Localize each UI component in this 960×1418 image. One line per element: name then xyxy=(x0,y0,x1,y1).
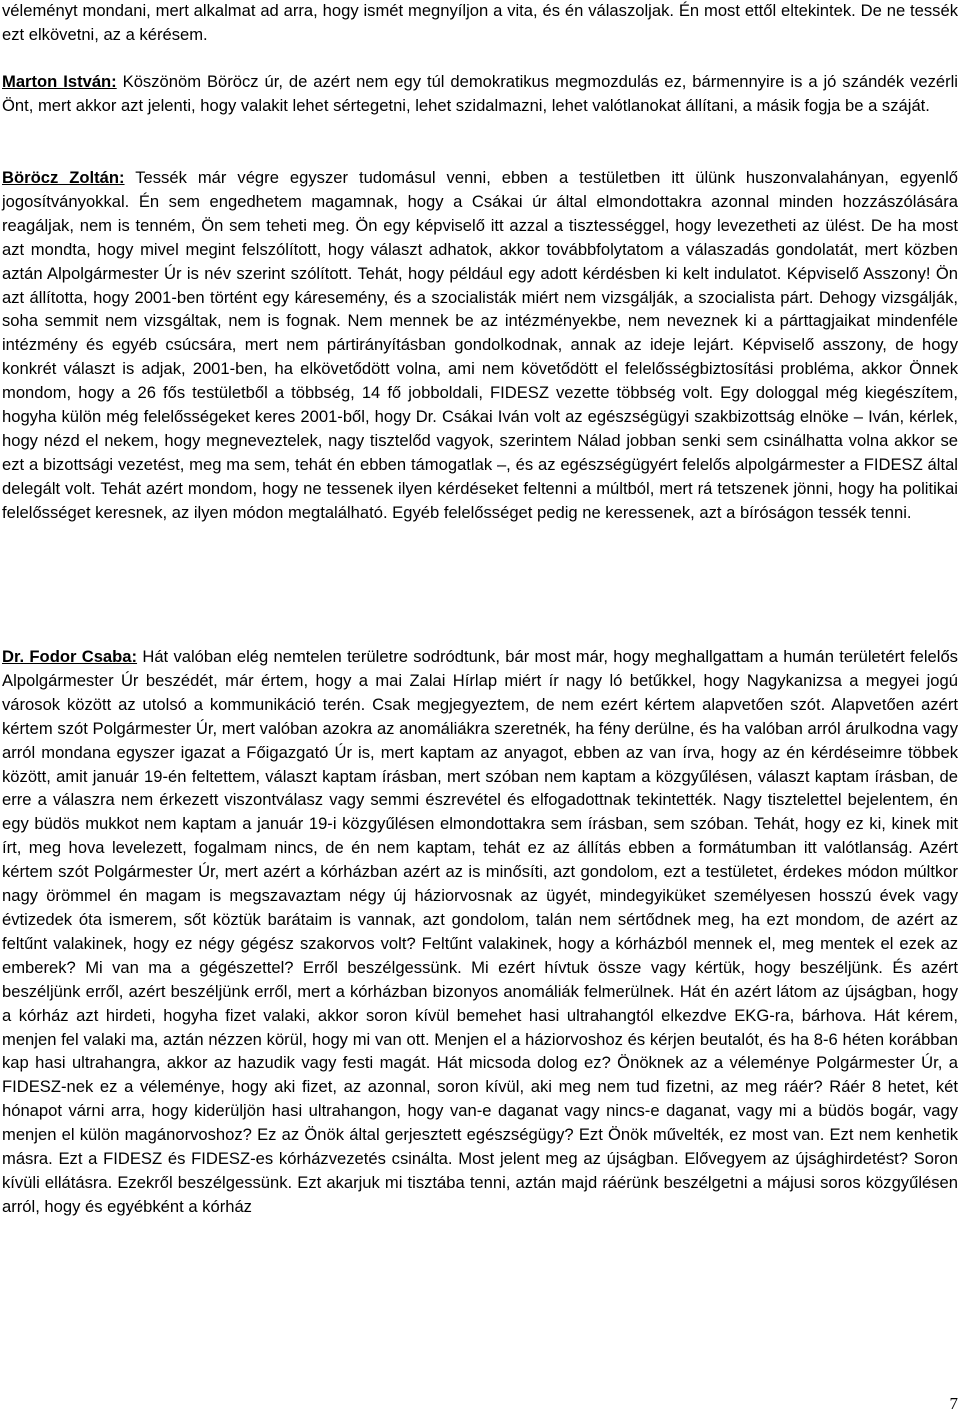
paragraph-text: Tessék már végre egyszer tudomásul venni, ebben a testületben itt ülünk huszonvalahányan, egyenlő jogosítványokkal. Én sem engedhetem magamnak, hogy a Csákai úr által elmondottakra azonnal minden hozzászólására reagáljak, nem is tenném, Ön sem teheti meg. Ön egy képviselő itt azzal a tisztességgel, hogy levezetheti az ülést. De ha most azt mondta, hogy mivel megint felszólított, hogy választ adhatok, akkor továbbfolytatom a válaszadás gondolatát, mert közben aztán Alpolgármester Úr is név szerint szólított. Tehát, hogy például egy adott kérdésben ki kelt indulatot. Képviselő Asszony! Ön azt állította, hogy 2001-ben történt egy káresemény, és a szocialisták miért nem vizsgálják, a szocialista párt. Dehogy vizsgálják, soha semmit nem vizsgáltak, nem is fognak. Nem mennek be az intézményekbe, nem neveznek ki a párttagjaikat mindenféle intézmény és egyéb csúcsára, mert nem pártirányításban gondolkodnak, annak az ideje lejárt. Képviselő asszony, de hogy konkrét választ is adjak, 2001-ben, ha elkövetődött volna, ami nem követődött el felelősségbiztosítási probléma, akkor Önnek mondom, hogy a 26 fős testületből a többség, 14 fő jobboldali, FIDESZ vezette többség volt. Egy dologgal még kiegészítem, hogyha külön még felelősségeket keres 2001-ből, hogy Dr. Csákai Iván volt az egészségügyi szakbizottság elnöke – Iván, kérlek, hogy nézd el nekem, hogy megneveztelek, nagy tisztelőd vagyok, szerintem Nálad jobban senki sem csinálhatta volna akkor se ezt a bizottsági vezetést, meg ma sem, tehát én ebben támogatlak –, és az egészségügyért felelős alpolgármester a FIDESZ által delegált volt. Tehát azért mondom, hogy ne tessenek ilyen kérdéseket feltenni a múltból, mert rá tetszenek jönni, hogy ha politikai felelősséget keresnek, az ilyen módon megtalálható. Egyéb felelősséget pedig ne keressenek, azt a bíróságon tessék tenni. xyxy=(2,168,958,522)
paragraph-text: Hát valóban elég nemtelen területre sodródtunk, bár most már, hogy meghallgattam a humán területért felelős Alpolgármester Úr beszédét, már értem, hogy a mai Zalai Hírlap miért ír nagy ló betűkkel, hogy Nagykanizsa a megyei jogú városok között az utolsó a kommunikáció terén. Csak megjegyeztem, de nem ezért kértem alapvetően szót. Alapvetően azért kértem szót Polgármester Úr, mert valóban azokra az anomáliákra szeretnék, ha fény derülne, és ha valóban arról árulkodna vagy arról mondana egyszer igazat a Főigazgató Úr is, mert kaptam az anyagot, ebben az van írva, hogy az én kérdéseimre többek között, amit január 19-én feltettem, választ kaptam írásban, mert szóban nem kaptam a közgyűlésen, választ kaptam írásban, de erre a válaszra nem érkezett viszontválasz vagy semmi észrevétel és elfogadottnak tekintették. Nagy tisztelettel bejelentem, én egy büdös mukkot nem kaptam a január 19-i közgyűlésen elmondottakra sem írásban, sem szóban. Tehát, hogy ez ki, kinek mit írt, meg hova levelezett, fogalmam nincs, de én nem kaptam, tehát ez az állítás ebben a formátumban itt valótlanság. Azért kértem szót Polgármester Úr, mert azért a kórházban azért az is minősíti, azt gondolom, ezt a testületet, érdekes módon múltkor nagy örömmel én magam is megszavaztam négy új háziorvosnak az ügyét, mindegyiküket személyesen hosszú évek vagy évtizedek óta ismerem, sőt köztük barátaim is vannak, azt gondolom, talán nem sértődnek meg, ha ezt mondom, de azért az feltűnt valakinek, hogy ez négy gégész szakorvos volt? Feltűnt valakinek, hogy a kórházból mennek el, meg mentek el ezek az emberek? Mi van ma a gégészettel? Erről beszélgessünk. Mi ezért hívtuk össze vagy kértük, hogy beszéljünk. És azért beszéljünk erről, azért beszéljünk erről, mert a kórházban bizonyos anomáliák felmerülnek. Hát én azért látom az újságban, hogy a kórház azt hirdeti, hogyha fizet valaki, akkor soron kívül bemehet hasi ultrahangtól elkezdve EKG-ra, bárhova. Hát kérem, menjen fel valaki ma, aztán nézzen körül, hogy mi van ott. Menjen el a háziorvoshoz és kérjen beutalót, és ha 8-6 héten korábban kap hasi ultrahangra, akkor az hazudik vagy festi magát. Hát micsoda dolog ez? Önöknek az a véleménye Polgármester Úr, a FIDESZ-nek ez a véleménye, hogy aki fizet, az azonnal, soron kívül, aki meg nem tud fizetni, az meg ráér? Ráér 8 hetet, két hónapot várni arra, hogy kiderüljön hasi ultrahangon, hogy van-e daganat vagy nincs-e daganat, vagy mi a büdös bogár, vagy menjen el külön magánorvoshoz? Ez az Önök által gerjesztett egészségügy? Ezt Önök művelték, ez most van. Ezt nem kenhetik másra. Ezt a FIDESZ és FIDESZ-es kórházvezetés csinálta. Most jelent meg az újságban. Elővegyem az újsághirdetést? Soron kívüli ellátásra. Ezekről beszélgessünk. Ezt akarjuk mi tisztába tenni, aztán majd ráérünk beszélgetni a májusi soros közgyűlésen arról, hogy és egyébként a kórház xyxy=(2,647,958,1216)
paragraph-continuation xyxy=(2,0,958,47)
speaker-name: Böröcz Zoltán: xyxy=(2,168,125,187)
paragraph-fodor-csaba xyxy=(2,645,958,1219)
page-number: 7 xyxy=(949,1394,958,1413)
paragraph-text: véleményt mondani, mert alkalmat ad arra, hogy ismét megnyíljon a vita, és én válaszoljak. Én most ettől eltekintek. De ne tessék ezt elkövetni, az a kérésem. xyxy=(2,1,958,44)
speaker-name: Marton István: xyxy=(2,72,117,91)
paragraph-text: Köszönöm Böröcz úr, de azért nem egy túl demokratikus megmozdulás ez, bármennyire is a jó szándék vezérli Önt, mert akkor azt jelenti, hogy valakit lehet sértegetni, lehet szidalmazni, lehet valótlanokat állítani, a másik fogja be a száját. xyxy=(2,72,958,115)
paragraph-borocz-zoltan xyxy=(2,166,958,525)
speaker-name: Dr. Fodor Csaba: xyxy=(2,647,138,666)
paragraph-marton-istvan xyxy=(2,70,958,118)
